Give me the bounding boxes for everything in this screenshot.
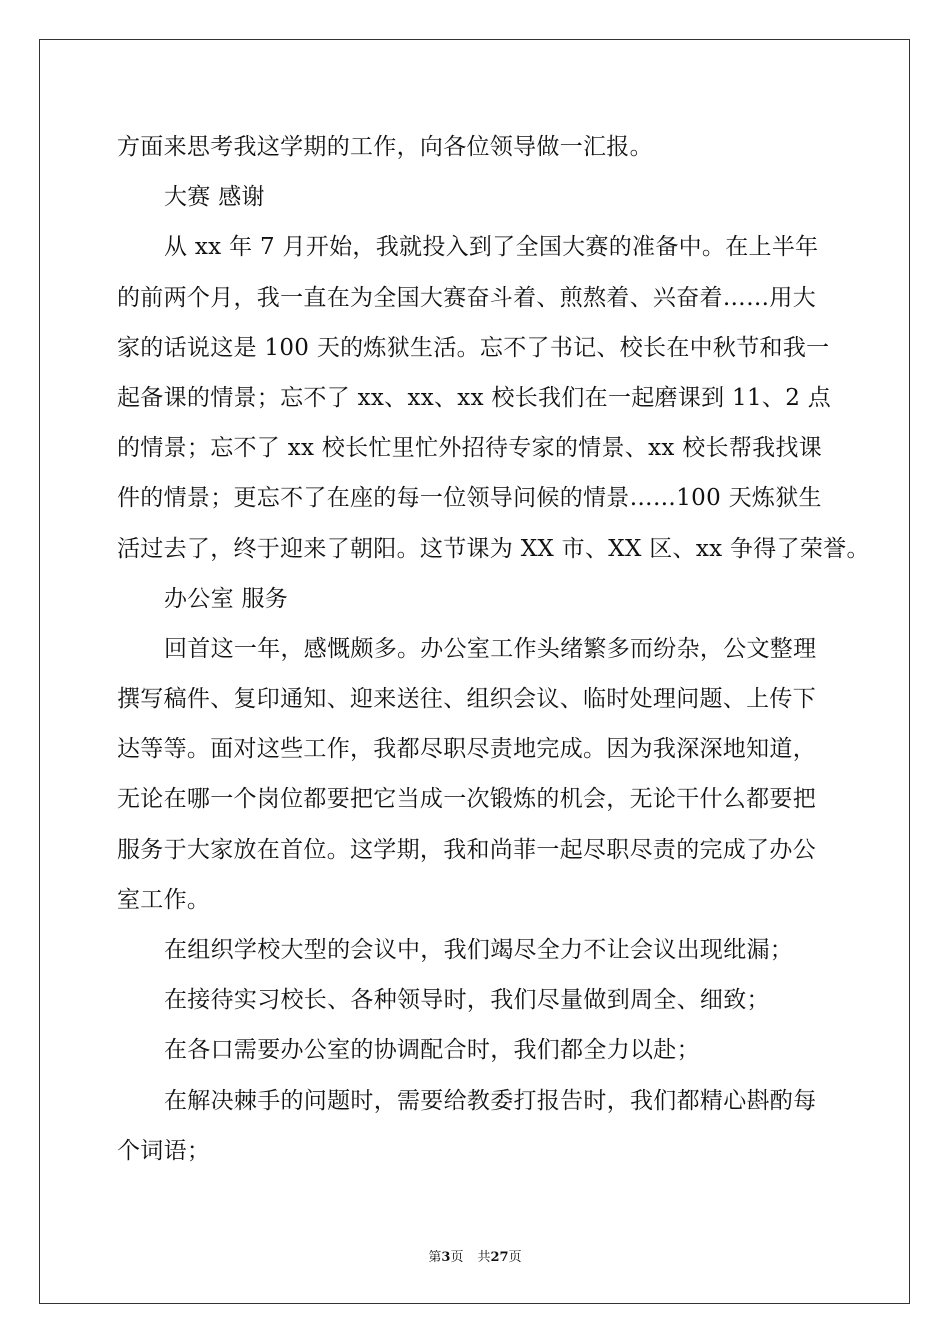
text-line: 服务于大家放在首位。这学期，我和尚菲一起尽职尽责的完成了办公 [117,836,816,863]
document-body [117,122,870,1176]
text-line: 起备课的情景；忘不了 xx、xx、xx 校长我们在一起磨课到 11、2 点 [117,384,832,411]
total-pages: 27 [490,1250,509,1265]
text-line: 的情景；忘不了 xx 校长忙里忙外招待专家的情景、xx 校长帮我找课 [117,435,823,462]
text-line: 件的情景；更忘不了在座的每一位领导问候的情景……100 天炼狱生 [117,485,822,512]
text-line: 大赛 感谢 [164,184,265,211]
text-line: 达等等。面对这些工作，我都尽职尽责地完成。因为我深深地知道， [117,736,816,763]
text-line: 的前两个月，我一直在为全国大赛奋斗着、煎熬着、兴奋着……用大 [117,284,816,311]
page-number: 3 [441,1250,451,1265]
page-prefix: 第 [428,1250,442,1265]
text-line: 方面来思考我这学期的工作，向各位领导做一汇报。 [117,134,653,160]
text-line: 在解决棘手的问题时，需要给教委打报告时，我们都精心斟酌每 [164,1087,817,1114]
text-line: 办公室 服务 [164,585,289,612]
page-footer [0,1246,950,1265]
text-line: 室工作。 [117,886,211,913]
text-line: 在接待实习校长、各种领导时，我们尽量做到周全、细致； [164,987,770,1014]
text-line: 回首这一年，感慨颇多。办公室工作头绪繁多而纷杂，公文整理 [164,635,817,662]
text-line: 家的话说这是 100 天的炼狱生活。忘不了书记、校长在中秋节和我一 [117,334,830,361]
text-line: 个词语； [117,1137,211,1164]
text-line: 从 xx 年 7 月开始，我就投入到了全国大赛的准备中。在上半年 [164,234,819,261]
text-line: 在各口需要办公室的协调配合时，我们都全力以赴； [164,1037,700,1064]
text-line: 在组织学校大型的会议中，我们竭尽全力不让会议出现纰漏； [164,937,794,963]
total-suffix: 页 [508,1250,522,1265]
text-line: 无论在哪一个岗位都要把它当成一次锻炼的机会，无论干什么都要把 [117,786,816,813]
total-prefix: 共 [477,1250,491,1265]
text-line: 活过去了，终于迎来了朝阳。这节课为 XX 市、XX 区、xx 争得了荣誉。 [117,535,870,562]
page-suffix: 页 [450,1250,464,1265]
text-line: 撰写稿件、复印通知、迎来送往、组织会议、临时处理问题、上传下 [117,686,816,713]
